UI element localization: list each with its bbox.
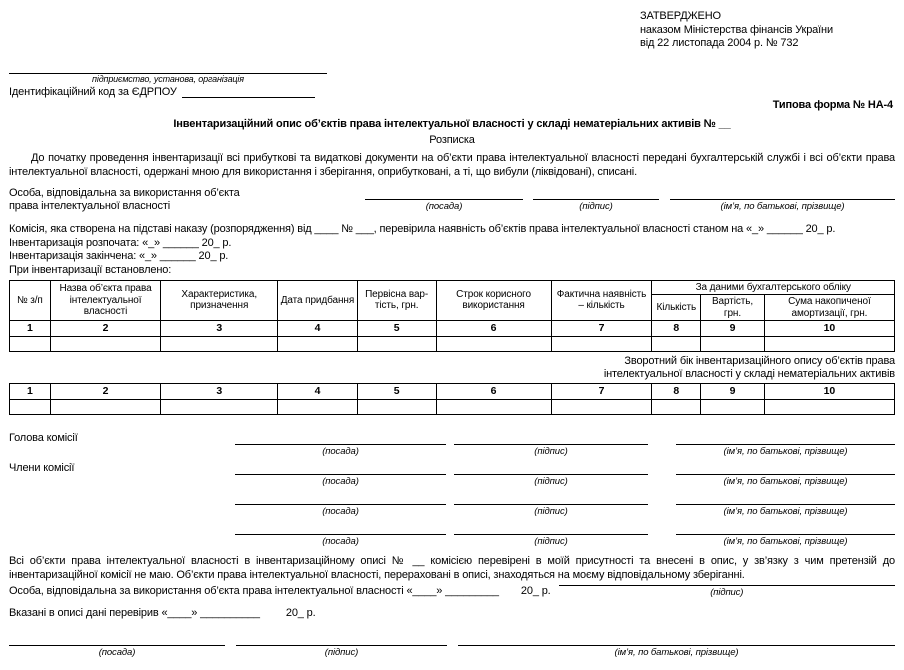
signature-col-signature [454,522,648,547]
colnum-cell: 2 [50,384,161,400]
signature-caption: (підпис) [534,476,568,487]
closing-responsible-row [9,585,895,598]
signature-col-position [235,462,446,487]
signature-col-signature [533,187,659,213]
committee-head-label: Голова комісії [9,432,78,444]
header-col-5: Первісна вартість, грн. [357,280,436,321]
signature-caption: (підпис) [324,647,359,658]
edrpou-blank [182,85,315,98]
signature-col-signature [236,633,447,658]
form-code: Типова форма № НА-4 [772,99,893,111]
name-caption: (ім’я, по батькові, прізвище) [720,201,845,212]
signature-line [454,462,648,475]
signature-line [235,492,446,505]
inventory-table-reverse [9,383,895,415]
empty-cell [652,400,701,415]
colnum-cell: 9 [701,321,765,337]
signature-line [236,633,447,646]
column-number-row [10,384,895,400]
colnum-cell: 5 [357,321,436,337]
signature-line [533,187,659,200]
reverse-note-line2: інтелектуальної власності у складі нематеріальних активів [603,367,895,380]
empty-cell [161,337,278,352]
header-col-7: Фактична наявність – кількість [551,280,652,321]
empty-cell [436,400,551,415]
responsible-signature-row [9,187,895,213]
approval-line-3: від 22 листопада 2004 р. № 732 [640,37,799,49]
position-caption: (посада) [322,536,359,547]
colnum-cell: 10 [764,321,894,337]
approval-block [640,10,833,51]
committee-member-row [9,522,895,547]
signature-caption: (підпис) [534,536,568,547]
colnum-cell: 3 [161,384,278,400]
empty-data-row [10,337,895,352]
closing-paragraph: Всі об’єкти права інтелектуальної власності в інвентаризаційному описі № __ комісією перевірені в моїй присутності та внесені в опис, у зв’язку з чим претензій до інвентаризаційної комісії не маю. Об’єкти права інтелектуальної власності, перераховані в описі, знаходяться на моєму відповідальному зберіганні. [9,555,895,581]
approval-line-2: наказом Міністерства фінансів України [640,23,833,36]
signature-line [670,187,895,200]
signature-col-position [365,187,523,213]
document-body [9,0,895,658]
signature-line [454,432,648,445]
closing-signature-field [559,585,895,598]
responsible-label-line2: права інтелектуальної власності [9,200,171,212]
signature-col-name [676,522,895,547]
header-col-9: Вартість, грн. [701,295,765,321]
approval-line-1: ЗАТВЕРДЖЕНО [640,10,721,22]
empty-cell [10,400,51,415]
table-header-row [10,280,895,295]
signature-line [235,432,446,445]
signature-col-position [235,522,446,547]
signature-caption: (підпис) [534,446,568,457]
signature-line [454,522,648,535]
position-caption: (посада) [322,506,359,517]
closing-responsible-year: 20_ р. [520,585,551,597]
inventory-found-line: При інвентаризації встановлено: [9,263,172,276]
signature-col-position [235,492,446,517]
name-caption: (ім’я, по батькові, прізвище) [614,647,739,658]
commission-block [9,223,895,277]
checked-year: 20_ р. [285,607,316,619]
signature-col-position [235,432,446,457]
signature-line [458,633,895,646]
organization-name-blank [9,57,327,74]
name-caption: (ім’я, по батькові, прізвище) [723,536,848,547]
committee-members-label: Члени комісії [9,462,75,474]
empty-cell [701,337,765,352]
colnum-cell: 3 [161,321,278,337]
colnum-cell: 5 [357,384,436,400]
empty-cell [161,400,278,415]
header-col-6: Строк корисного використання [436,280,551,321]
reverse-note-line1: Зворотний бік інвентаризаційного опису об’єктів права [624,355,895,367]
signature-line [676,432,895,445]
signature-line [9,633,225,646]
signature-line [235,462,446,475]
edrpou-label: Ідентифікаційний код за ЄДРПОУ [9,86,177,98]
position-caption: (посада) [322,476,359,487]
organization-block [9,57,327,98]
empty-cell [436,337,551,352]
colnum-cell: 8 [652,384,701,400]
colnum-cell: 8 [652,321,701,337]
committee-member-row [9,462,895,487]
colnum-cell: 6 [436,321,551,337]
position-caption: (посада) [98,647,136,658]
page-title: Інвентаризаційний опис об’єктів права інтелектуальної власності у складі нематеріальних активів № __ [173,118,731,130]
reverse-side-note [9,355,895,380]
empty-cell [551,400,652,415]
colnum-cell: 9 [701,384,765,400]
committee-head-row [9,432,895,457]
name-caption: (ім’я, по батькові, прізвище) [723,506,848,517]
signature-col-signature [454,492,648,517]
empty-cell [357,337,436,352]
signature-line [676,492,895,505]
header-col-3: Характеристика, призначення [161,280,278,321]
committee-member-label-spacer [9,522,235,547]
signature-line [454,492,648,505]
header-group-accounting: За даними бухгалтерського обліку [652,280,895,295]
signature-col-name [458,633,895,658]
signature-col-name [676,432,895,457]
colnum-cell: 1 [10,384,51,400]
colnum-cell: 10 [764,384,894,400]
signature-line [235,522,446,535]
signature-col-signature [454,462,648,487]
header-col-8: Кількість [652,295,701,321]
header-col-4: Дата придбання [278,280,358,321]
closing-responsible-text: Особа, відповідальна за використання об’єкта права інтелектуальної власності «____» _________ [9,585,499,597]
final-signature-row [9,633,895,658]
empty-cell [50,337,161,352]
signature-caption: (підпис) [579,201,613,212]
colnum-cell: 7 [551,321,652,337]
signature-col-signature [454,432,648,457]
name-caption: (ім’я, по батькові, прізвище) [723,476,848,487]
position-caption: (посада) [322,446,359,457]
empty-cell [551,337,652,352]
signature-line [676,462,895,475]
position-caption: (посада) [425,201,463,212]
colnum-cell: 4 [278,384,358,400]
inventory-finished-line: Інвентаризація закінчена: «_» ______ 20_ р. [9,250,229,262]
signature-line [676,522,895,535]
committee-member-row [9,492,895,517]
inventory-table [9,280,895,353]
colnum-cell: 6 [436,384,551,400]
name-caption: (ім’я, по батькові, прізвище) [723,446,848,457]
organization-caption: підприємство, установа, організація [92,74,244,84]
signature-caption: (підпис) [534,506,568,517]
colnum-cell: 7 [551,384,652,400]
receipt-heading: Розписка [429,134,475,146]
colnum-cell: 2 [50,321,161,337]
empty-cell [764,337,894,352]
signature-col-name [676,492,895,517]
responsible-label [9,187,357,213]
inventory-started-line: Інвентаризація розпочата: «_» ______ 20_ р. [9,236,232,249]
empty-cell [278,337,358,352]
checked-text: Вказані в описі дані перевірив «____» __________ [9,607,260,619]
column-number-row [10,321,895,337]
empty-cell [10,337,51,352]
header-col-2: Назва об’єкта права інтелектуальної власності [50,280,161,321]
receipt-paragraph: До початку проведення інвентаризації всі прибуткові та видаткові документи на об’єкти права інтелектуальної власності передані бухгалтерській службі і всі об’єкти права інтелектуальної власності, одержані мною для використання і зберігання, оприбутковані, а ті, що вибули (ліквідовані), списані. [9,152,895,178]
empty-data-row [10,400,895,415]
signature-line [365,187,523,200]
empty-cell [701,400,765,415]
commission-created-line: Комісія, яка створена на підставі наказу (розпорядження) від ____ № ___, перевірила наявність об’єктів права інтелектуальної власності станом на «_» ______ 20_ р. [9,223,836,235]
signature-col-name [676,462,895,487]
header-col-1: № з/п [10,280,51,321]
colnum-cell: 1 [10,321,51,337]
signature-col-name [670,187,895,213]
empty-cell [278,400,358,415]
committee-member-label-spacer [9,492,235,517]
empty-cell [652,337,701,352]
signature-caption: (підпис) [710,587,744,598]
edrpou-row [9,85,327,98]
signature-col-position [9,633,225,658]
responsible-label-line1: Особа, відповідальна за використання об’єкта [9,187,240,199]
colnum-cell: 4 [278,321,358,337]
checked-data-row [9,607,895,619]
header-col-10: Сума накопиченої амортизації, грн. [764,295,894,321]
empty-cell [50,400,161,415]
empty-cell [764,400,894,415]
empty-cell [357,400,436,415]
